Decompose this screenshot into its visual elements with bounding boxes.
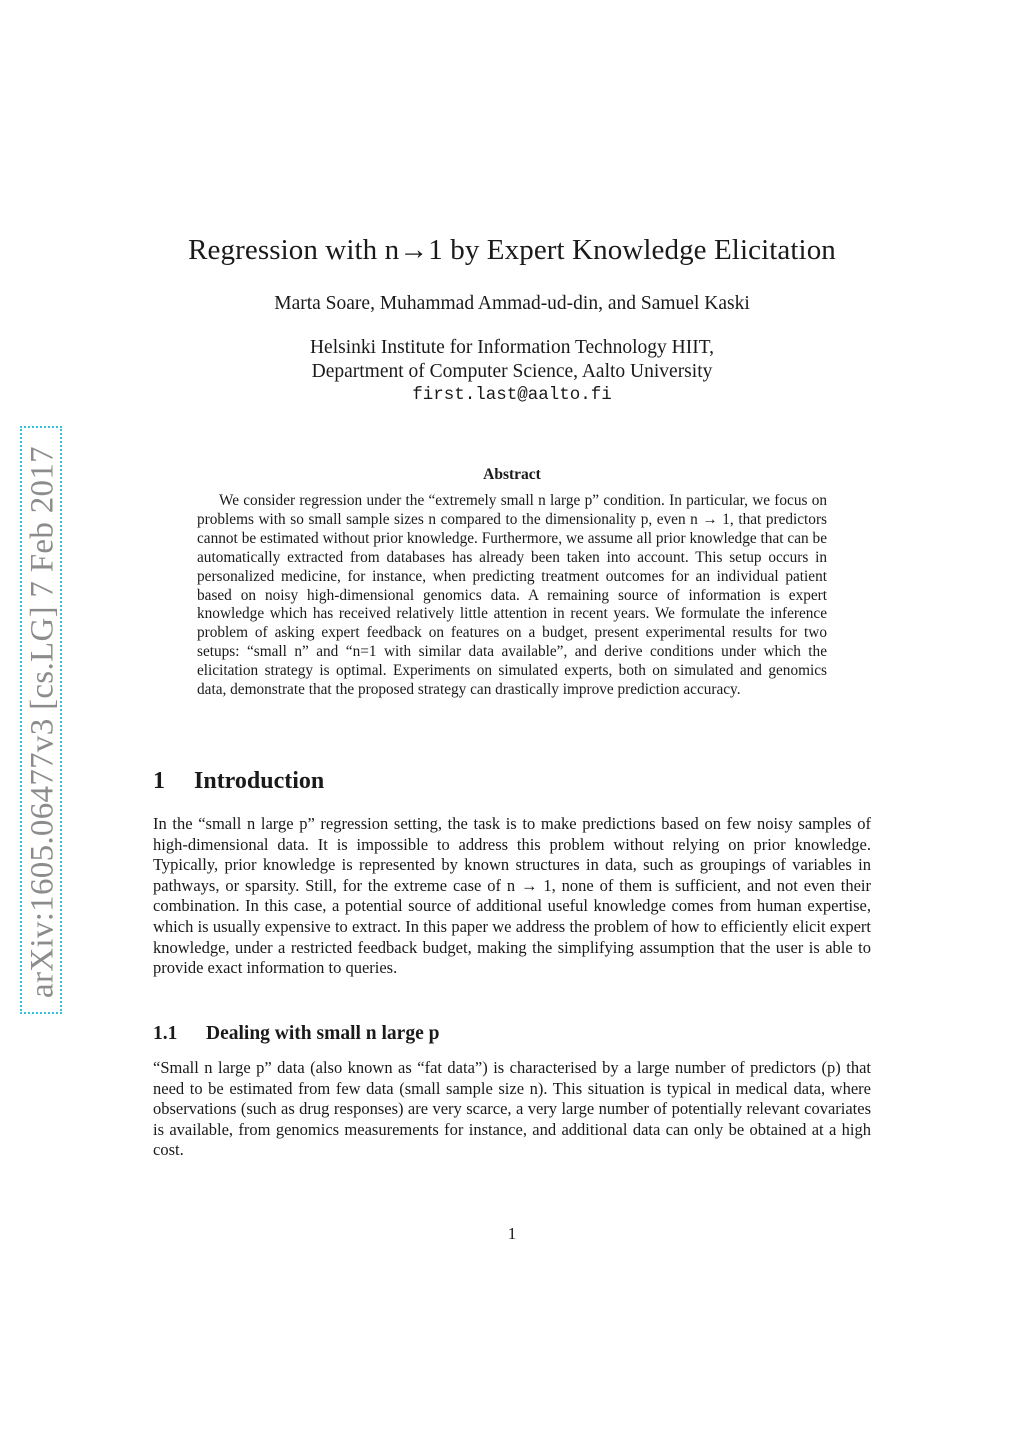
introduction-paragraph: In the “small n large p” regression setting, the task is to make predictions based on few noisy samples of high-dimensional data. It is impossible to address this problem without relying on prior knowledge. Typically, prior knowledge is represented by known structures in data, such as groupings of variables in pathways, or sparsity. Still, for the extreme case of n → 1, none of them is sufficient, and not even their combination. In this case, a potential source of additional useful knowledge comes from human expertise, which is usually expensive to extract. In this paper we address the problem of how to efficiently elicit expert knowledge, under a restricted feedback budget, making the simplifying assumption that the user is able to provide exact information to queries. — [153, 814, 871, 978]
subsection-number: 1.1 — [153, 1023, 178, 1044]
arxiv-identifier: arXiv:1605.06477v3 [cs.LG] 7 Feb 2017 — [24, 446, 61, 998]
subsection-title: Dealing with small n large p — [206, 1023, 440, 1044]
affiliation — [0, 336, 1024, 384]
contact-email: first.last@aalto.fi — [412, 385, 612, 405]
subsection-paragraph: “Small n large p” data (also known as “fat data”) is characterised by a large number of predictors (p) that need to be estimated from few data (small sample size n). This situation is typical in medical data, where observations (such as drug responses) are very scarce, a very large number of potentially relevant covariates is available, from genomics measurements for instance, and additional data can only be obtained at a high cost. — [153, 1058, 871, 1160]
section-number: 1 — [153, 768, 165, 794]
abstract-heading: Abstract — [483, 466, 541, 483]
affiliation-line-2: Department of Computer Science, Aalto University — [311, 361, 713, 382]
section-heading-introduction — [153, 768, 324, 795]
author-list: Marta Soare, Muhammad Ammad-ud-din, and Samuel Kaski — [274, 293, 750, 314]
section-title: Introduction — [194, 768, 325, 794]
page-number: 1 — [507, 1224, 517, 1243]
arxiv-stamp — [20, 426, 62, 1014]
affiliation-line-1: Helsinki Institute for Information Technology HIIT, — [309, 337, 715, 358]
abstract-text: We consider regression under the “extremely small n large p” condition. In particular, we focus on problems with so small sample sizes n compared to the dimensionality p, even n → 1, that predictors cannot be estimated without prior knowledge. Furthermore, we assume all prior knowledge that can be automatically extracted from databases has already been taken into account. This setup occurs in personalized medicine, for instance, when predicting treatment outcomes for an individual patient based on noisy high-dimensional genomics data. A remaining source of information is expert knowledge which has received relatively little attention in recent years. We formulate the inference problem of asking expert feedback on features on a budget, present experimental results for two setups: “small n” and “n=1 with similar data available”, and derive conditions under which the elicitation strategy is optimal. Experiments on simulated experts, both on simulated and genomics data, demonstrate that the proposed strategy can drastically improve prediction accuracy. — [197, 492, 827, 699]
subsection-heading — [153, 1023, 439, 1045]
paper-title: Regression with n→1 by Expert Knowledge Elicitation — [188, 234, 836, 266]
